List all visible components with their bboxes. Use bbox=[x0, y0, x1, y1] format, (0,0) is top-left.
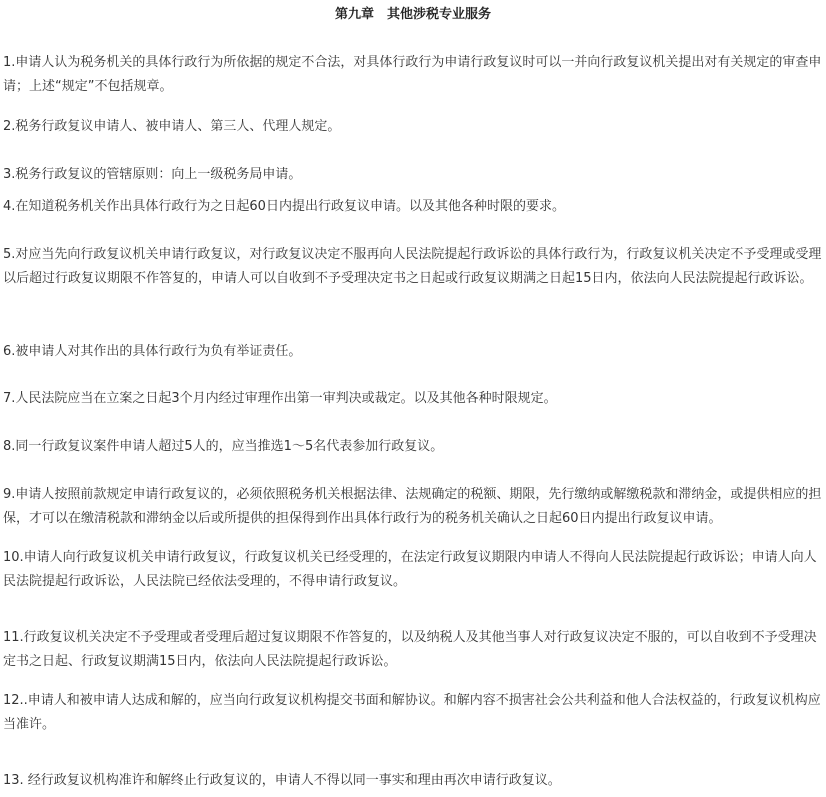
paragraph-8: 8.同一行政复议案件申请人超过5人的，应当推选1～5名代表参加行政复议。 bbox=[3, 439, 444, 454]
paragraph-5: 5.对应当先向行政复议机关申请行政复议，对行政复议决定不服再向人民法院提起行政诉讼的具体行政行为，行政复议机关决定不予受理或受理以后超过行政复议期限不作答复的，申请人可以自收到不予受理决定书之日起或行政复议期满之日起15日内，依法向人民法院提起行政诉讼。 bbox=[3, 247, 822, 286]
paragraph-7: 7.人民法院应当在立案之日起3个月内经过审理作出第一审判决或裁定。以及其他各种时限规定。 bbox=[3, 391, 557, 406]
paragraph-13: 13. 经行政复议机构准许和解终止行政复议的，申请人不得以同一事实和理由再次申请行政复议。 bbox=[3, 773, 561, 788]
chapter-title: 第九章 其他涉税专业服务 bbox=[334, 7, 491, 22]
paragraph-4: 4.在知道税务机关作出具体行政行为之日起60日内提出行政复议申请。以及其他各种时限的要求。 bbox=[3, 199, 565, 214]
paragraph-10: 10.申请人向行政复议机关申请行政复议，行政复议机关已经受理的，在法定行政复议期限内申请人不得向人民法院提起行政诉讼；申请人向人民法院提起行政诉讼，人民法院已经依法受理的，不得申请行政复议。 bbox=[3, 550, 817, 589]
paragraph-9: 9.申请人按照前款规定申请行政复议的，必须依照税务机关根据法律、法规确定的税额、期限，先行缴纳或解缴税款和滞纳金，或提供相应的担保，才可以在缴清税款和滞纳金以后或所提供的担保得到作出具体行政行为的税务机关确认之日起60日内提出行政复议申请。 bbox=[3, 487, 822, 526]
paragraph-2: 2.税务行政复议申请人、被申请人、第三人、代理人规定。 bbox=[3, 119, 341, 134]
paragraph-6: 6.被申请人对其作出的具体行政行为负有举证责任。 bbox=[3, 344, 302, 359]
paragraph-3: 3.税务行政复议的管辖原则：向上一级税务局申请。 bbox=[3, 167, 302, 182]
paragraph-12: 12..申请人和被申请人达成和解的，应当向行政复议机构提交书面和解协议。和解内容不损害社会公共利益和他人合法权益的，行政复议机构应当准许。 bbox=[3, 693, 821, 732]
paragraph-1: 1.申请人认为税务机关的具体行政行为所依据的规定不合法，对具体行政行为申请行政复议时可以一并向行政复议机关提出对有关规定的审查申请；上述“规定”不包括规章。 bbox=[3, 55, 822, 94]
paragraph-11: 11.行政复议机关决定不予受理或者受理后超过复议期限不作答复的，以及纳税人及其他当事人对行政复议决定不服的，可以自收到不予受理决定书之日起、行政复议期满15日内，依法向人民法院提起行政诉讼。 bbox=[3, 630, 817, 669]
